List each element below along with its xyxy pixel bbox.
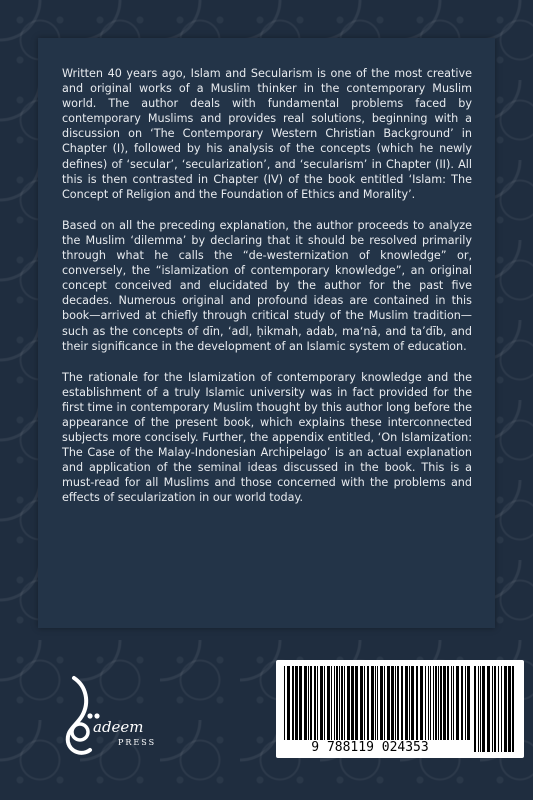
barcode-bar <box>341 666 343 740</box>
barcode-bar <box>367 666 369 740</box>
barcode-bar <box>375 666 376 740</box>
barcode-bar <box>487 666 490 752</box>
barcode-main <box>282 666 470 740</box>
barcode-bar <box>327 666 330 740</box>
barcode-bar <box>440 666 442 740</box>
publisher-logo <box>60 672 170 762</box>
barcode-bar <box>308 666 309 740</box>
barcode-bar <box>310 666 312 740</box>
barcode-bar <box>498 666 499 752</box>
barcode-bar <box>334 666 335 740</box>
barcode-bar <box>391 666 394 740</box>
barcode-bar <box>504 666 507 752</box>
barcode-bar <box>287 666 290 740</box>
barcode-bar <box>430 666 431 740</box>
barcode-bar <box>371 666 374 740</box>
barcode-bar <box>360 666 363 740</box>
barcode-bar <box>447 666 449 740</box>
barcode-bar <box>344 666 345 740</box>
barcode-bar <box>478 666 479 752</box>
barcode-bar <box>284 666 285 740</box>
barcode-bar <box>355 666 358 740</box>
barcode-bar <box>461 666 463 740</box>
publisher-name: adeem <box>93 718 144 736</box>
barcode-bar <box>409 666 410 740</box>
barcode-bar <box>494 666 496 752</box>
barcode-bar <box>317 666 318 740</box>
barcode-bar <box>397 666 399 740</box>
barcode-bar <box>428 666 429 740</box>
barcode-bar <box>364 666 365 740</box>
paragraph-3: The rationale for the Islamization of contemporary knowledge and the establishment of a truly Islamic university was in fact provided for the first time in contemporary Muslim thought by this author long before the appearance of the present book, which explains these interconnected subjects more concisely. Further, the appendix entitled, ‘On Islamization: The Case of the Malay-Indonesian Archipelago’ is an actual explanation and application of the seminal ideas discussed in the book. This is a must-read for all Muslims and those concerned with the problems and effects of secularization in our world today. <box>62 370 472 505</box>
barcode-bar <box>451 666 452 740</box>
barcode-bar <box>351 666 354 740</box>
barcode-bar <box>304 666 307 740</box>
barcode-bar <box>377 666 378 740</box>
barcode-bar <box>480 666 481 752</box>
barcode-bar <box>314 666 316 740</box>
barcode-bar <box>482 666 485 752</box>
barcode-bar <box>433 666 434 740</box>
barcode-bar <box>411 666 414 740</box>
barcode-bar <box>443 666 446 740</box>
barcode-bar <box>331 666 332 740</box>
barcode-bar <box>405 666 408 740</box>
blurb-text <box>62 66 472 522</box>
barcode-box <box>276 660 524 758</box>
publisher-tagline: PRESS <box>118 738 157 747</box>
barcode-bar <box>387 666 390 740</box>
barcode-bar <box>320 666 323 740</box>
barcode-bar <box>435 666 437 740</box>
qaf-logo-icon <box>60 672 170 762</box>
barcode-bar <box>380 666 383 740</box>
barcode-bar <box>292 666 294 740</box>
barcode-bar <box>512 666 514 752</box>
paragraph-1: Written 40 years ago, Islam and Secularism is one of the most creative and original works of a Muslim thinker in the contemporary Muslim world. The author deals with fundamental problems faced by contemporary Muslims and provides real solutions, beginning with a discussion on ‘The Contemporary Western Christian Background’ in Chapter (I), followed by his analysis of the concepts (which he newly defines) of ‘secular’, ‘secularization’, and ‘secularism’ in Chapter (II). All this is then contrasted in Chapter (IV) of the book entitled ‘Islam: The Concept of Religion and the Foundation of Ethics and Morality’. <box>62 67 472 201</box>
barcode-bar <box>438 666 439 740</box>
barcode-addon <box>472 666 516 752</box>
barcode-bar <box>336 666 338 740</box>
barcode-bar <box>492 666 493 752</box>
barcode-bar <box>299 666 302 740</box>
barcode-bar <box>339 666 340 740</box>
barcode-bar <box>501 666 502 752</box>
barcode-bar <box>347 666 350 740</box>
isbn-number: 9 788119 024353 <box>311 740 429 755</box>
barcode-bar <box>453 666 454 740</box>
barcode-bar <box>324 666 325 740</box>
barcode-bar <box>508 666 511 752</box>
barcode-bar <box>401 666 403 740</box>
barcode-bar <box>420 666 423 740</box>
barcode-bar <box>474 666 476 752</box>
barcode-bar <box>416 666 418 740</box>
barcode-bar <box>456 666 459 740</box>
paragraph-2: Based on all the preceding explanation, the author proceeds to analyze the Muslim ‘dilemma’ by declaring that it should be resolved primarily through what he calls the “de-westernization of knowledge” or, conversely, the “islamization of contemporary knowledge”, an original concept conceived and elucidated by the author for the past five decades. Numerous original and profound ideas are contained in this book—arrived at chiefly through critical study of the Muslim tradition—such as the concepts of dīn, ‘adl, ḥikmah, adab, maʻnā, and taʼdīb, and their significance in the development of an Islamic system of education. <box>62 218 472 353</box>
barcode-bar <box>425 666 426 740</box>
barcode-bar <box>465 666 466 740</box>
barcode-bar <box>395 666 396 740</box>
barcode-bar <box>384 666 385 740</box>
barcode-bar <box>295 666 298 740</box>
barcode-bar <box>467 666 470 740</box>
